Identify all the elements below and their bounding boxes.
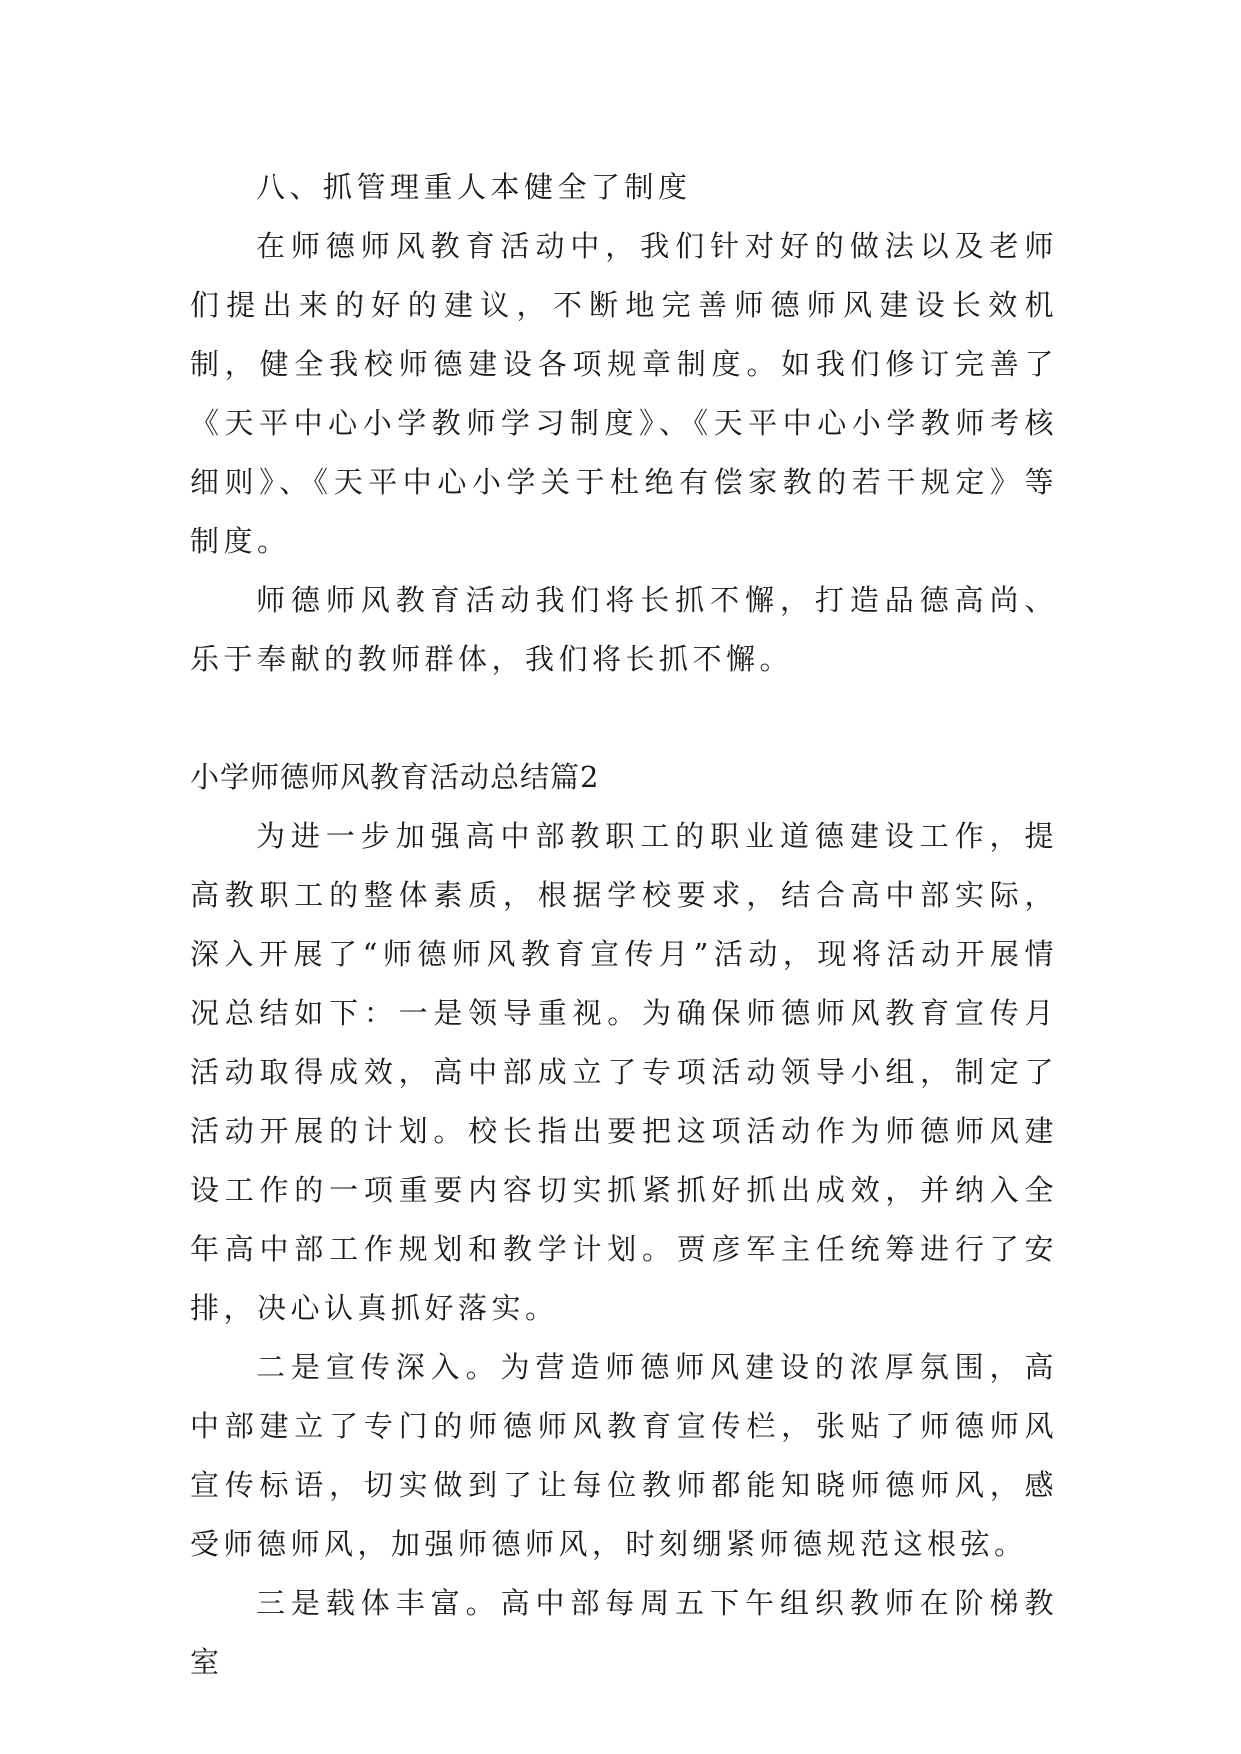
section-heading: 八、抓管理重人本健全了制度: [256, 170, 692, 204]
paragraph: 在师德师风教育活动中，我们针对好的做法以及老师们提出来的好的建议，不断地完善师德师风建设长效机制，健全我校师德建设各项规章制度。如我们修订完善了《天平中心小学教师学习制度》、《天平中心小学教师考核细则》、《天平中心小学关于杜绝有偿家教的若干规定》等制度。: [190, 229, 1058, 558]
blank-line: [190, 689, 1058, 748]
paragraph: 三是载体丰富。高中部每周五下午组织教师在阶梯教室: [190, 1586, 1058, 1679]
article-title: 小学师德师风教育活动总结篇2: [190, 760, 600, 794]
paragraph: 二是宣传深入。为营造师德师风建设的浓厚氛围，高中部建立了专门的师德师风教育宣传栏，张贴了师德师风宣传标语，切实做到了让每位教师都能知晓师德师风，感受师德师风，加强师德师风，时刻绷紧师德规范这根弦。: [190, 1350, 1058, 1561]
document-body: [190, 158, 1058, 1692]
paragraph: 师德师风教育活动我们将长抓不懈，打造品德高尚、乐于奉献的教师群体，我们将长抓不懈。: [190, 583, 1058, 676]
paragraph: 为进一步加强高中部教职工的职业道德建设工作，提高教职工的整体素质，根据学校要求，结合高中部实际，深入开展了“师德师风教育宣传月”活动，现将活动开展情况总结如下：一是领导重视。为确保师德师风教育宣传月活动取得成效，高中部成立了专项活动领导小组，制定了活动开展的计划。校长指出要把这项活动作为师德师风建设工作的一项重要内容切实抓紧抓好抓出成效，并纳入全年高中部工作规划和教学计划。贾彦军主任统筹进行了安排，决心认真抓好落实。: [190, 819, 1058, 1325]
